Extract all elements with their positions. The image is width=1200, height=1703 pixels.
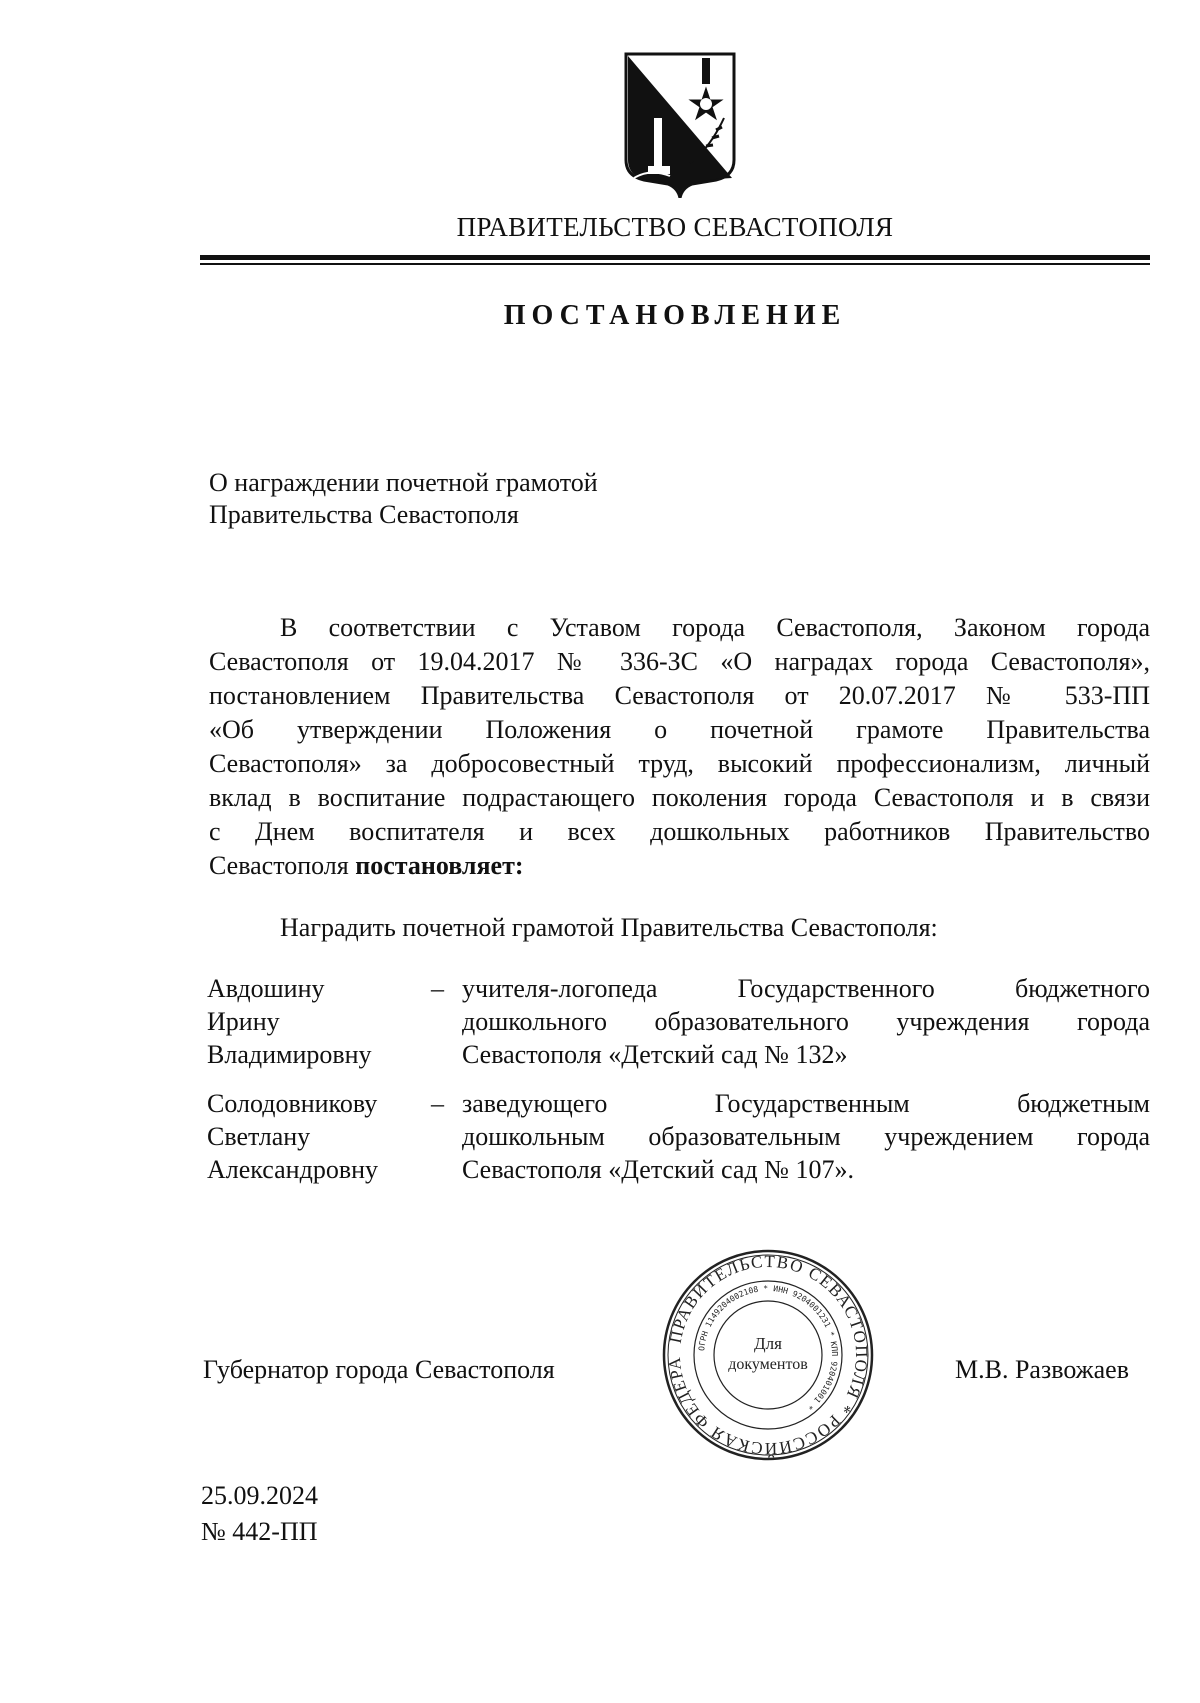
preamble-line: вклад в воспитание подрастающего поколения города Севастополя и в связи — [209, 783, 1150, 812]
official-seal-stamp — [658, 1245, 878, 1465]
stamp-center-line-1: Для — [754, 1334, 782, 1353]
stamp-outer-text: ПРАВИТЕЛЬСТВО СЕВАСТОПОЛЯ * РОССИЙСКАЯ ФЕДЕРА — [664, 1251, 872, 1459]
header-rule-thick — [200, 255, 1150, 260]
preamble-line: Севастополя — [209, 851, 349, 880]
preamble-line: В соответствии с Уставом города Севастополя, Законом города — [280, 613, 1150, 642]
document-date: 25.09.2024 — [201, 1481, 318, 1510]
preamble-line: с Днем воспитателя и всех дошкольных работников Правительство — [209, 817, 1150, 846]
awardee-patronymic: Александровну — [207, 1155, 379, 1184]
coat-of-arms-emblem — [620, 48, 740, 198]
award-intro: Наградить почетной грамотой Правительства Севастополя: — [280, 913, 938, 942]
decree-word: постановляет: — [355, 851, 524, 880]
document-subject — [209, 467, 598, 531]
awardee-dash: – — [431, 974, 444, 1003]
awardee-description-line: заведующего Государственным бюджетным — [462, 1089, 1150, 1118]
stamp-center-line-2: документов — [728, 1356, 808, 1373]
document-type-title: ПОСТАНОВЛЕНИЕ — [503, 300, 847, 331]
signatory-name: М.В. Развожаев — [955, 1355, 1130, 1384]
awardee-first-name: Светлану — [207, 1122, 311, 1151]
signatory-title: Губернатор города Севастополя — [203, 1355, 555, 1384]
preamble-line-last — [209, 850, 1150, 882]
document-number: № 442-ПП — [201, 1517, 318, 1546]
header-rule-thin — [200, 263, 1150, 265]
awardee-description-line: Севастополя «Детский сад № 107». — [462, 1155, 854, 1184]
awardee-patronymic: Владимировну — [207, 1040, 372, 1069]
subject-line-1: О награждении почетной грамотой — [209, 468, 598, 497]
awardee-dash: – — [431, 1089, 444, 1118]
preamble-line: «Об утверждении Положения о почетной грамоте Правительства — [209, 715, 1150, 744]
awardee-description-line: Севастополя «Детский сад № 132» — [462, 1040, 848, 1069]
preamble-line: Севастополя» за добросовестный труд, высокий профессионализм, личный — [209, 749, 1150, 778]
subject-line-2: Правительства Севастополя — [209, 500, 519, 529]
preamble-line: Севастополя от 19.04.2017 № 336-ЗС «О наградах города Севастополя», — [209, 647, 1150, 676]
awardee-description-line: дошкольным образовательным учреждением города — [462, 1122, 1150, 1151]
preamble-line: постановлением Правительства Севастополя от 20.07.2017 № 533-ПП — [209, 681, 1150, 710]
awardee-first-name: Ирину — [207, 1007, 280, 1036]
awardee-description-line: учителя-логопеда Государственного бюджетного — [462, 974, 1150, 1003]
organization-name: ПРАВИТЕЛЬСТВО СЕВАСТОПОЛЯ — [456, 212, 894, 242]
stamp-inner-text: ОГРН 1149204002108 * ИНН 9204001231 * КПП 920401001 * — [697, 1283, 840, 1412]
awardee-surname: Авдошину — [207, 974, 325, 1003]
awardee-description-line: дошкольного образовательного учреждения города — [462, 1007, 1150, 1036]
awardee-surname: Солодовникову — [207, 1089, 378, 1118]
